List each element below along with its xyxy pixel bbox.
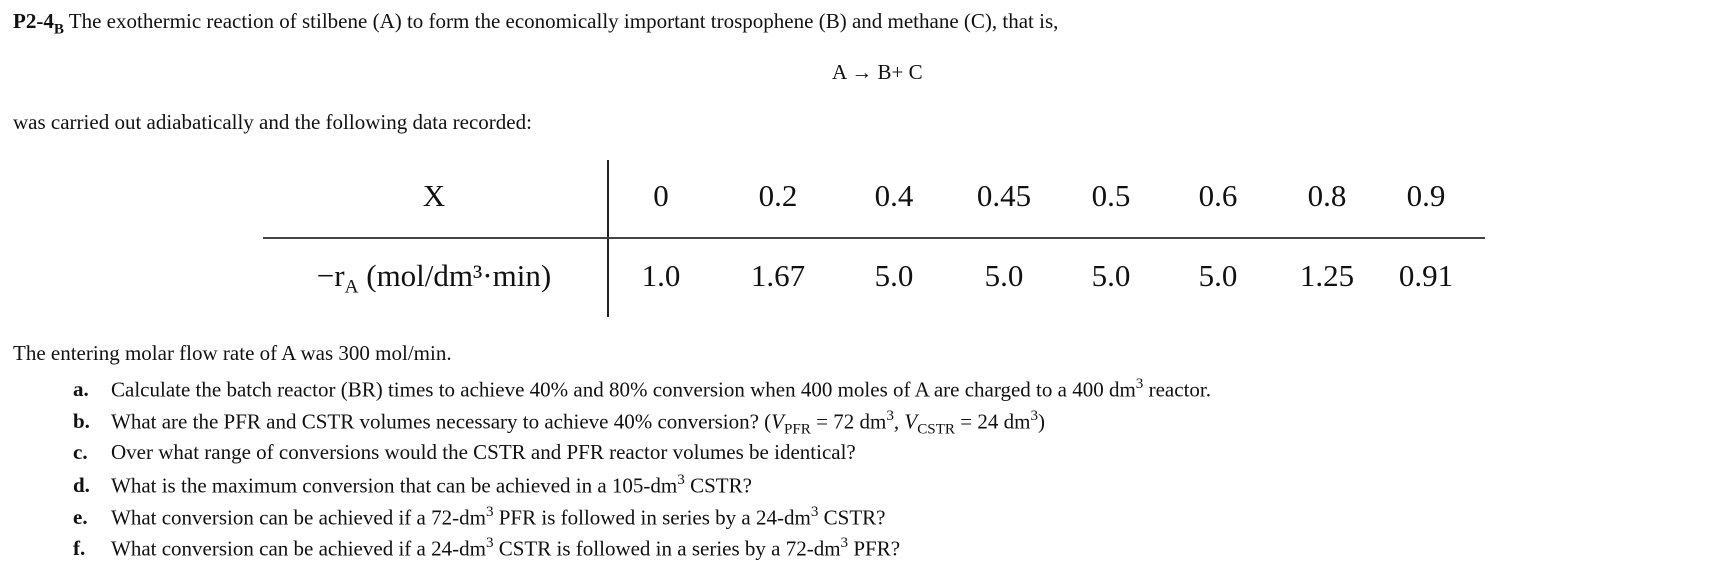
table-rate-cell: 5.0: [1091, 258, 1131, 293]
table-rate-cell: 5.0: [1198, 258, 1238, 293]
table-rate-cell: 5.0: [874, 258, 914, 293]
table-x-label: X: [422, 178, 446, 213]
table-rate-cell: 1.0: [641, 258, 681, 293]
table-rate-cell: 1.25: [1299, 258, 1355, 293]
table-rate-cell: 0.91: [1398, 258, 1454, 293]
table-x-cell: 0.45: [976, 178, 1032, 213]
table-rate-label: $-r_A$ (mol/dm³·min): [316, 258, 552, 298]
problem-intro: [13, 9, 1058, 38]
table-x-cell: 0.4: [874, 178, 914, 213]
table-rate-cell: 1.67: [750, 258, 806, 293]
table-x-cell: 0.6: [1198, 178, 1238, 213]
reaction-equation: A → B+ C: [832, 60, 923, 84]
entering-flow-text: The entering molar flow rate of A was 300 mol/min.: [13, 341, 452, 365]
question-a: a. Calculate the batch reactor (BR) times to achieve 40% and 80% conversion when 400 moles of A are charged to a 400 $dm^3$ reactor.: [73, 376, 1211, 402]
question-e: e. What conversion can be achieved if a $72-dm^3$ PFR is followed in series by a $24-dm^3$ CSTR?: [73, 504, 886, 530]
table-x-cell: 0: [653, 178, 669, 213]
question-c: c. Over what range of conversions would the CSTR and PFR reactor volumes be identical?: [73, 440, 856, 464]
question-b: b. What are the PFR and CSTR volumes necessary to achieve 40% conversion? ($V_{PFR} = 72$ $dm^3$, $V_{CSTR} = 24$ $dm^3$): [73, 408, 1046, 438]
recorded-text: was carried out adiabatically and the following data recorded:: [13, 110, 532, 134]
problem-number: $P2-4_B$: [13, 9, 64, 38]
question-d: d. What is the maximum conversion that can be achieved in a $105-dm^3$ CSTR?: [73, 472, 752, 498]
table-horizontal-rule: [263, 237, 1485, 239]
intro-text: The exothermic reaction of stilbene (A) to form the economically important trospophene (B) and methane (C), that is,: [68, 9, 1059, 33]
table-x-cell: 0.2: [758, 178, 798, 213]
table-x-cell: 0.9: [1406, 178, 1446, 213]
table-x-cell: 0.8: [1307, 178, 1347, 213]
table-rate-cell: 5.0: [984, 258, 1024, 293]
table-x-cell: 0.5: [1091, 178, 1131, 213]
question-f: f. What conversion can be achieved if a $24-dm^3$ CSTR is followed in a series by a $72-dm^3$ PFR?: [73, 535, 901, 561]
